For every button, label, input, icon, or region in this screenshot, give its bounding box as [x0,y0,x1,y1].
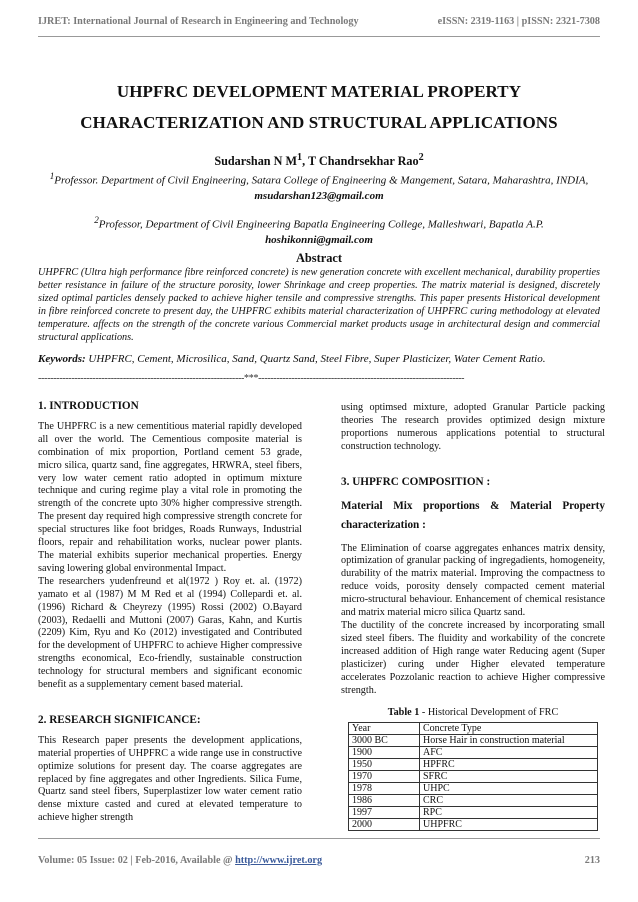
table-row [349,735,598,747]
frc-history-table [348,722,598,831]
running-header [38,16,600,30]
author-2-sup: 2 [418,152,424,163]
table-header-row [349,723,598,735]
page-footer [38,855,600,869]
table-cell: 3000 BC [349,735,420,747]
table-cell: RPC [420,807,598,819]
table-row [349,795,598,807]
table-row [349,759,598,771]
aff1-text: Professor. Department of Civil Engineering, Satara College of Engineering & Mangement, Satara, Maharashtra, INDIA, [54,174,589,187]
affiliation-2 [30,213,608,248]
table-header-cell: Year [349,723,420,735]
table-cell: 1978 [349,783,420,795]
composition-heading: 3. UHPFRC COMPOSITION : [341,475,491,488]
table-row [349,771,598,783]
table-cell: 1997 [349,807,420,819]
author-1-sup: 1 [296,152,303,163]
aff2-text: Professor, Department of Civil Engineering Bapatla Engineering College, Malleshwari, Bapatla A.P. [98,218,544,231]
page-number: 213 [584,855,600,866]
right-column [341,402,605,831]
significance-paragraph: This Research paper presents the development applications, material properties of UHPFRC a wide range use in constructive optimize solutions for present day. The coarse aggregates are replaced by fine aggregates and other Ingredients. Silica Fume, Quartz sand steel fibers, Superplastizer low water cement ratio dense mixture casted and cured at elevated temperature to achieve higher strength [38,734,302,824]
paper-title-line-2: CHARACTERIZATION AND STRUCTURAL APPLICATIONS [80,113,558,132]
abstract-heading: Abstract [295,251,343,265]
table-row [349,807,598,819]
author-sep: , [302,154,308,169]
table-cell: AFC [420,747,598,759]
header-rule [38,36,600,37]
author-1: Sudarshan N M [214,154,297,169]
intro-paragraph-1: The UHPFRC is a new cementitious material rapidly developed all over the world. The Cementious composite material is combination of mix proportion, Portland cement 53 grade, micro silica, quartz sand, fine aggregates, HRWRA, steel fibers, very low water cement ratio adopted in optimum mixture technique and curing regime play a vital role in promoting the strength of the concrete upto 30% higher compressive strength. The present day required high compressive strength concrete for special structures like foot bridges, Roads Runways, Industrial floors, repair and rehabilitation works, nuclear power plants. The material exhibits superior mechanical properties. Energy saving lowering global environmental Impact. [38,420,302,574]
intro-paragraph-2: The researchers yudenfreund et al(1972 ) Roy et. al. (1972) yamato et al (1987) M M Red et al (1994) Collepardi et. al. (1996) Richard & Cheyrezy (1995) Rossi (2002) O.Bayard (2003), Redaelli and Muttoni (2007) Garas, Kahn, and Kurtis (2209) Kim, Ryu and Ko (2012) investigated and Contributed for the development of UHPFRC to achieve Higher compressive strengths economical, Eco-friendly, sustainable construction technology for structural members and significant economic benefit as a supplementary cement based material. [38,575,302,691]
table-cell: UHPC [420,783,598,795]
composition-paragraph-2: The ductility of the concrete increased by incorporating small sized steel fibers. The fluidity and workability of the concrete increased addition of High range water Reducing agent (Super plasticizer) curing under Higher elevated temperature accelerates Pozzolanic reaction to achieve Higher compressive strength. [341,619,605,696]
significance-paragraph-cont: using optimsed mixture, adopted Granular Particle packing theories The research provides optimized design mixture proportions numerous applications potential to structural construction technology. [341,402,605,452]
journal-name: IJRET: International Journal of Research in Engineering and Technology [38,16,359,27]
keywords [38,353,600,365]
footer-rule [38,838,600,839]
author-list [30,152,608,169]
footer-info [38,855,322,869]
aff2-sup: 2 [94,215,99,225]
table-cell: 1900 [349,747,420,759]
table-cell: Horse Hair in construction material [420,735,598,747]
table-cell: 1970 [349,771,420,783]
author-2: T Chandrsekhar Rao [307,154,419,169]
intro-heading: 1. INTRODUCTION [38,400,139,412]
keywords-label: Keywords: [38,353,86,365]
table-cell: UHPFRC [420,819,598,831]
left-column [38,394,302,825]
table-caption [341,707,605,720]
separator-line: --------------------------------------------------------------------***-------------------------------------------------------------------- [38,373,465,384]
table-cell: CRC [420,795,598,807]
table-cell: 1986 [349,795,420,807]
table-row [349,783,598,795]
table-row [349,747,598,759]
keywords-text: UHPFRC, Cement, Microsilica, Sand, Quartz Sand, Steel Fibre, Super Plasticizer, Water Cement Ratio. [85,353,546,365]
table-cell: SFRC [420,771,598,783]
journal-link[interactable]: http://www.ijret.org [235,855,323,866]
aff2-email[interactable]: hoshikonni@gmail.com [265,233,373,246]
table-cell: 1950 [349,759,420,771]
abstract-text: UHPFRC (Ultra high performance fibre reinforced concrete) is new generation concrete with excellent mechanical, durability properties better resistance in failure of the structure porosity, lower Shrinkage and creep properties. The matrix material is designed, discretely sized optimal particles densely packed to achieve higher tensile and compressive strengths. This paper presents Historical development in fibre reinforced concrete to present day, the UHPFRC exhibits material characterization of UHPFRC curing methodology at elevated temperature. affects on the strength of the concrete various Commercial market products usage in architectural design and commercial structural applications. [38,267,600,343]
table-caption-label: Table 1 [387,707,420,719]
composition-subheading: Material Mix proportions & Material Property characterization : [341,499,605,531]
table-row [349,819,598,831]
table-cell: HPFRC [420,759,598,771]
table-header-cell: Concrete Type [420,723,598,735]
aff1-sup: 1 [49,171,55,181]
aff1-email[interactable]: msudarshan123@gmail.com [254,189,384,202]
composition-paragraph-1: The Elimination of coarse aggregates enhances matrix density, optimization of granular packing of ingregadients, homogeneity, durability of the matrix material. Improving the compactness to reduce voids, porosity densely compacted cement material micro-structural behaviour. Enhancement of chemical resistance and matrix material micro silica Quartz sand. [341,542,605,619]
issn: eISSN: 2319-1163 | pISSN: 2321-7308 [437,16,600,27]
footer-volume: Volume: 05 Issue: 02 | Feb-2016, Available @ [38,855,236,866]
paper-title-line-1: UHPFRC DEVELOPMENT MATERIAL PROPERTY [116,82,522,101]
table-caption-text: - Historical Development of FRC [419,707,559,719]
affiliation-1 [30,169,608,204]
significance-heading: 2. RESEARCH SIGNIFICANCE: [38,713,201,726]
table-cell: 2000 [349,819,420,831]
